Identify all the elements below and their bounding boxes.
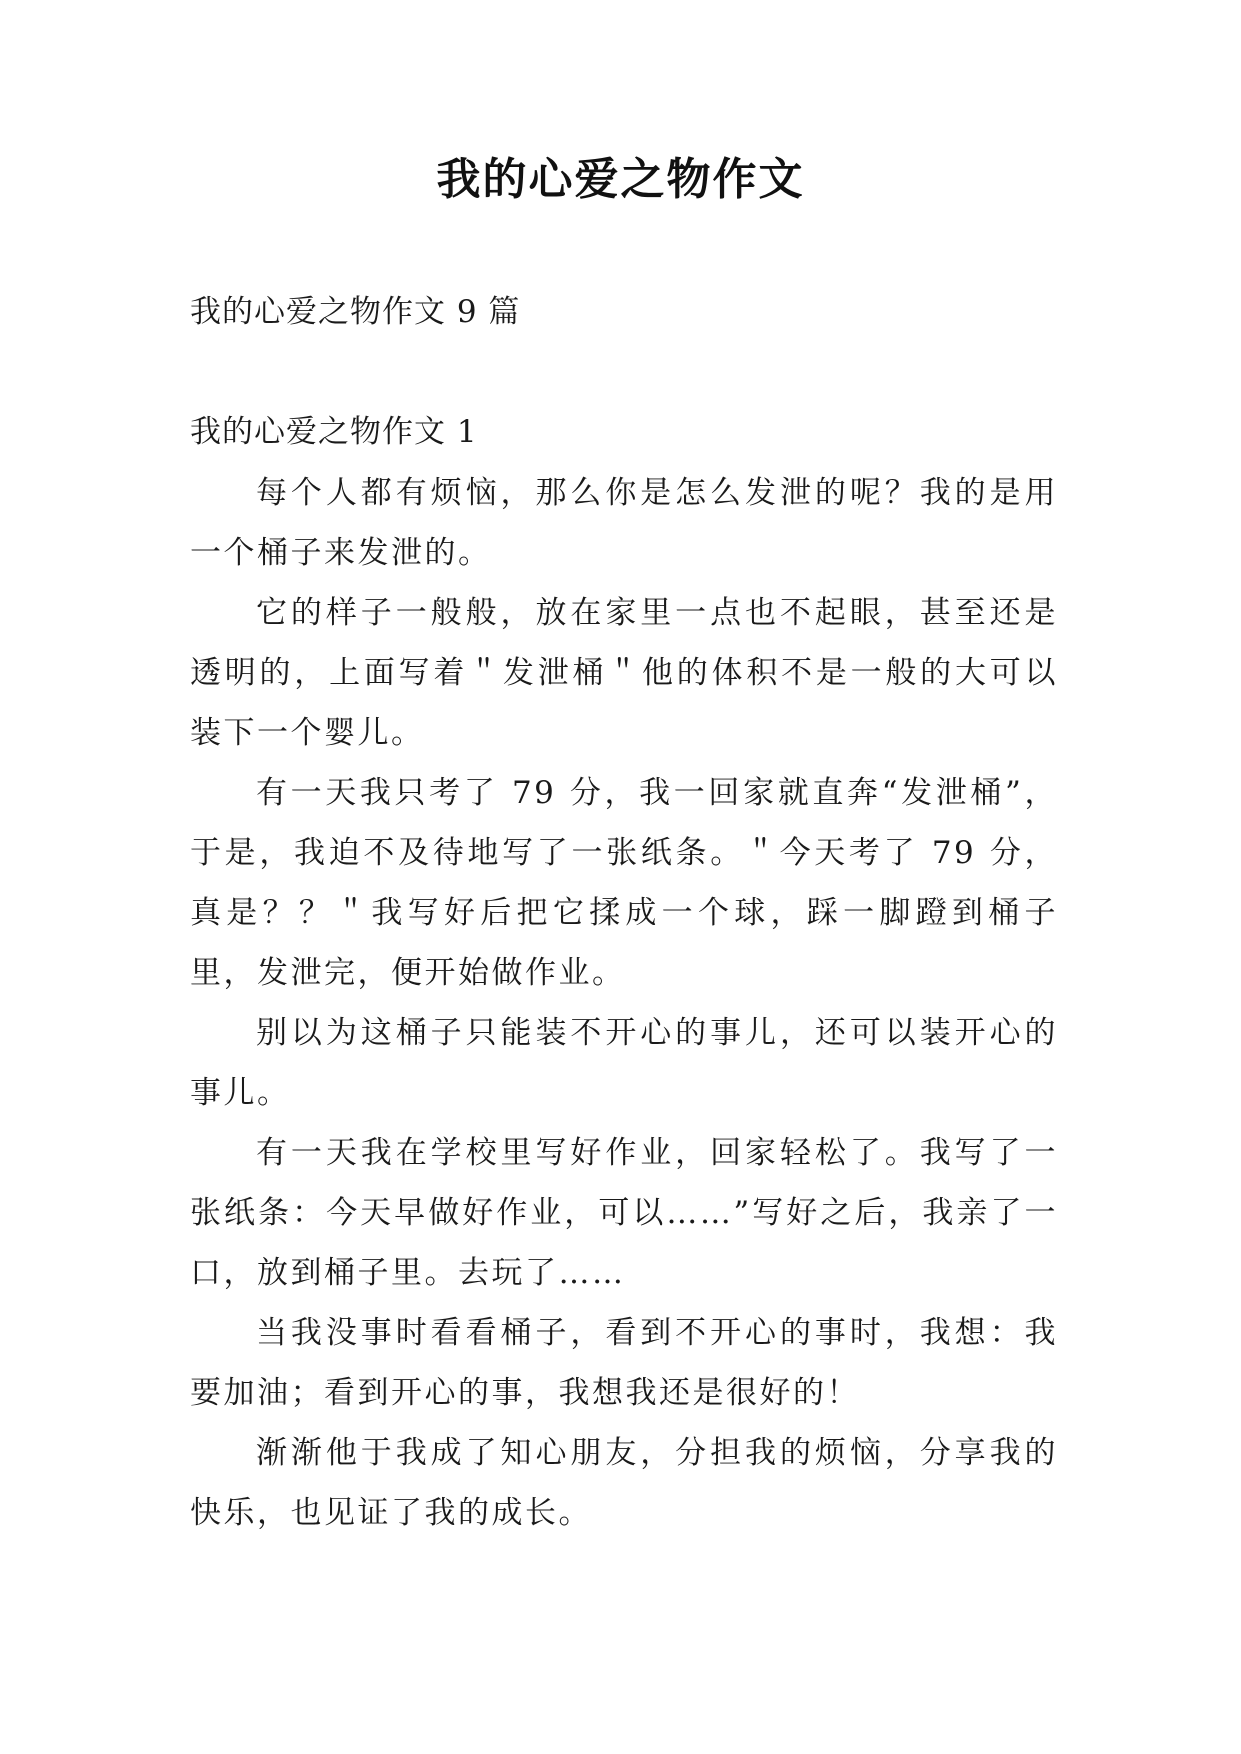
paragraph: 有一天我在学校里写好作业，回家轻松了。我写了一张纸条：今天早做好作业，可以……”写好之后，我亲了一口，放到桶子里。去玩了…… (190, 1135, 1058, 1291)
paragraph: 它的样子一般般，放在家里一点也不起眼，甚至还是透明的，上面写着＂发泄桶＂他的体积不是一般的大可以装下一个婴儿。 (190, 595, 1058, 751)
essay-body (190, 463, 1058, 1543)
document-subtitle: 我的心爱之物作文 9 篇 (190, 294, 521, 330)
document-title: 我的心爱之物作文 (436, 154, 805, 205)
paragraph: 别以为这桶子只能装不开心的事儿，还可以装开心的事儿。 (190, 1015, 1058, 1111)
paragraph: 每个人都有烦恼，那么你是怎么发泄的呢？我的是用一个桶子来发泄的。 (190, 475, 1058, 571)
paragraph: 当我没事时看看桶子，看到不开心的事时，我想：我要加油；看到开心的事，我想我还是很好的！ (190, 1315, 1058, 1411)
section-heading: 我的心爱之物作文 1 (190, 414, 478, 450)
paragraph: 渐渐他于我成了知心朋友，分担我的烦恼，分享我的快乐，也见证了我的成长。 (190, 1435, 1058, 1531)
paragraph: 有一天我只考了 79 分，我一回家就直奔“发泄桶”，于是，我迫不及待地写了一张纸条。＂今天考了 79 分，真是？？＂我写好后把它揉成一个球，踩一脚蹬到桶子里，发泄完，便开始做作业。 (190, 775, 1058, 991)
